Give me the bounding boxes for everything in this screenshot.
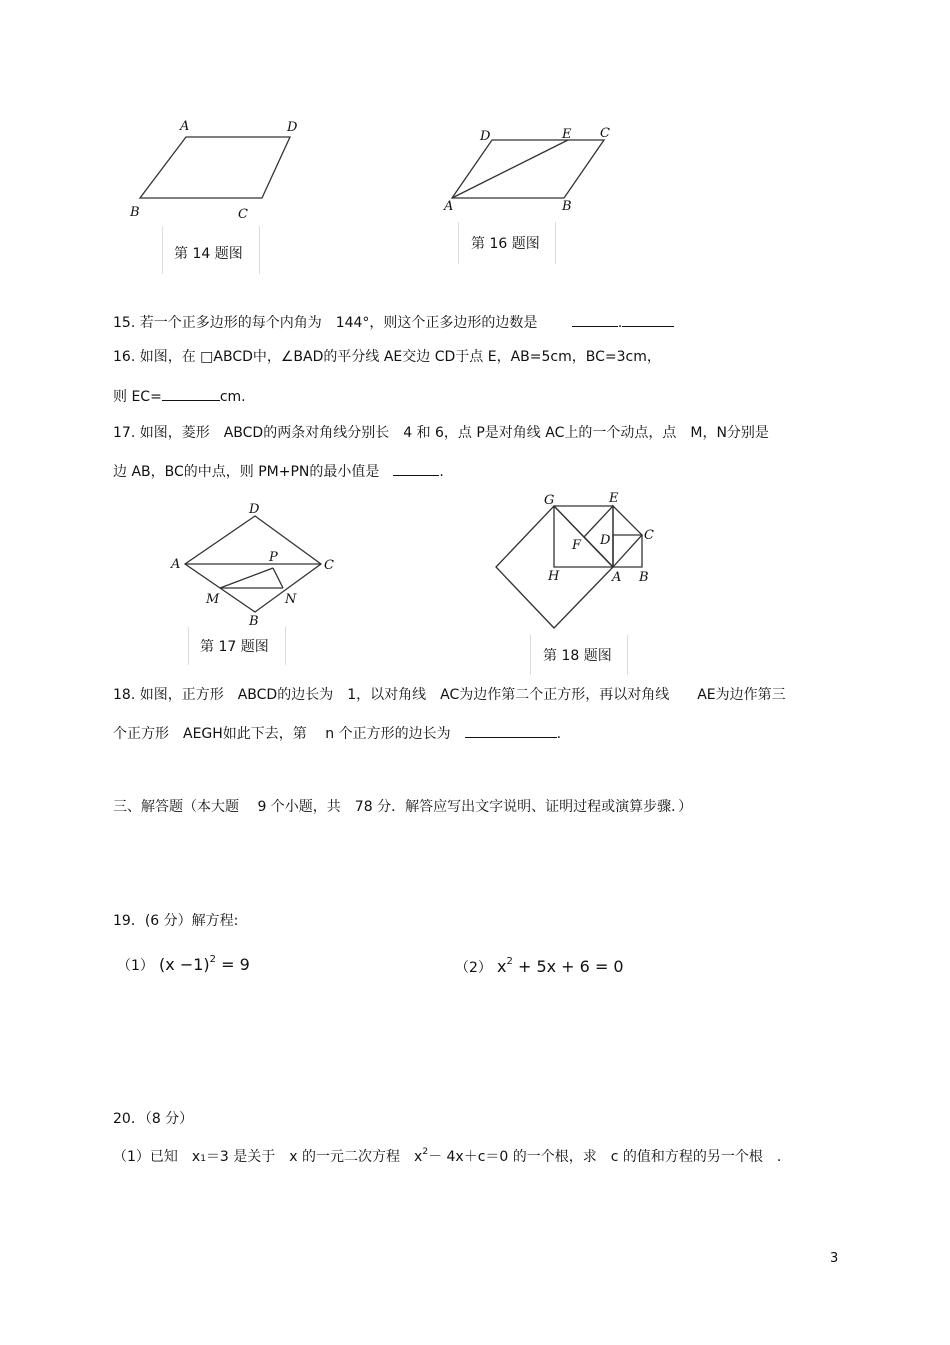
q16-answer-blank (162, 386, 220, 401)
q17-line2-suffix: . (439, 464, 444, 480)
fig18-label-e: E (609, 491, 619, 506)
page-number: 3 (830, 1251, 839, 1266)
fig14-label-d: D (287, 120, 298, 135)
question-19-title: 19．(6 分）解方程: (113, 913, 239, 929)
question-16-line1: 16. 如图，在 □ABCD中，∠BAD的平分线 AE交边 CD于点 E，AB=5cm，BC=3cm， (113, 349, 661, 365)
fig17-label-d: D (249, 502, 260, 517)
fig18-label-h: H (548, 569, 560, 584)
q18-answer-blank (465, 723, 557, 738)
q19-part1-exp: 2 (209, 954, 217, 965)
question-20-part1 (113, 1148, 781, 1168)
fig18-caption: 第 18 题图 (543, 648, 612, 664)
fig17-label-m: M (206, 592, 220, 607)
fig18-label-c: C (644, 528, 654, 543)
fig17-caption: 第 17 题图 (200, 639, 269, 655)
question-16-line2 (113, 386, 246, 406)
figure-14-parallelogram (120, 112, 320, 227)
q16-line2-prefix: 则 EC= (113, 389, 162, 405)
fig16-label-b: B (562, 199, 572, 214)
fig14-label-a: A (180, 119, 190, 134)
q18-line2-suffix: . (556, 726, 562, 742)
q17-answer-blank (393, 461, 439, 476)
q16-line2-suffix: cm. (219, 389, 246, 405)
fig18-label-a: A (612, 570, 622, 585)
q18-line2-prefix: 个正方形 AEGH如此下去，第 n 个正方形的边长为 (113, 726, 451, 742)
q20-part1-b: ＝3 是关于 x 的一元二次方程 x (205, 1149, 423, 1165)
fig18-label-f: F (572, 538, 582, 553)
q20-part1-a: （1）已知 x (113, 1149, 201, 1165)
fig16-label-e: E (562, 127, 572, 142)
q20-part1-sub: 1 (200, 1154, 206, 1164)
question-18-line2 (113, 723, 561, 743)
figure-18-squares (488, 488, 663, 633)
question-19-part1 (117, 955, 250, 975)
fig16-label-d: D (480, 129, 491, 144)
figure-17-rhombus (165, 498, 345, 628)
q19-part2-label: （2） (455, 960, 492, 976)
question-17-line2 (113, 461, 444, 481)
fig16-label-a: A (444, 199, 454, 214)
question-20-title: 20．（8 分） (113, 1111, 194, 1127)
fig18-label-g: G (544, 493, 555, 508)
section-3-heading: 三、解答题（本大题 9 个小题，共 78 分．解答应写出文字说明、证明过程或演算步骤．） (113, 799, 693, 815)
figure-16-parallelogram (440, 122, 620, 217)
q15-blank-end: . (617, 315, 623, 331)
question-15 (113, 312, 674, 332)
q19-part2-rest: + 5x + 6 = 0 (517, 957, 624, 976)
fig18-label-b: B (639, 570, 649, 585)
question-18-line1: 18. 如图，正方形 ABCD的边长为 1，以对角线 AC为边作第二个正方形，再以对角线 AE为边作第三 (113, 687, 786, 703)
fig17-label-n: N (285, 592, 297, 607)
question-17-line1: 17. 如图，菱形 ABCD的两条对角线分别长 4 和 6，点 P是对角线 AC上的一个动点，点 M，N分别是 (113, 425, 769, 441)
fig18-label-d: D (600, 533, 611, 548)
fig17-label-p: P (269, 550, 278, 565)
q19-part1-rhs: = 9 (221, 955, 250, 974)
fig17-label-b: B (249, 614, 259, 628)
fig16-label-c: C (600, 126, 610, 141)
fig17-label-a: A (171, 557, 181, 572)
fig14-label-b: B (130, 205, 140, 220)
q19-part2-var: x (497, 957, 507, 976)
fig16-caption: 第 16 题图 (471, 236, 540, 252)
q15-answer-blank (572, 312, 618, 327)
fig14-label-c: C (238, 207, 248, 222)
q19-part1-expr: (x −1) (159, 955, 210, 974)
q19-part2-exp: 2 (506, 956, 513, 967)
fig14-caption: 第 14 题图 (174, 246, 243, 262)
question-19-part2 (455, 957, 624, 977)
q19-part1-label: （1） (117, 958, 154, 974)
q15-text: 15. 若一个正多边形的每个内角为 144°，则这个正多边形的边数是 (113, 315, 538, 331)
q17-line2-prefix: 边 AB，BC的中点，则 PM+PN的最小值是 (113, 464, 380, 480)
q20-part1-exp: 2 (422, 1147, 429, 1157)
q20-part1-c: － 4x＋c＝0 的一个根，求 c 的值和方程的另一个根 . (428, 1149, 782, 1165)
fig17-label-c: C (324, 558, 334, 573)
